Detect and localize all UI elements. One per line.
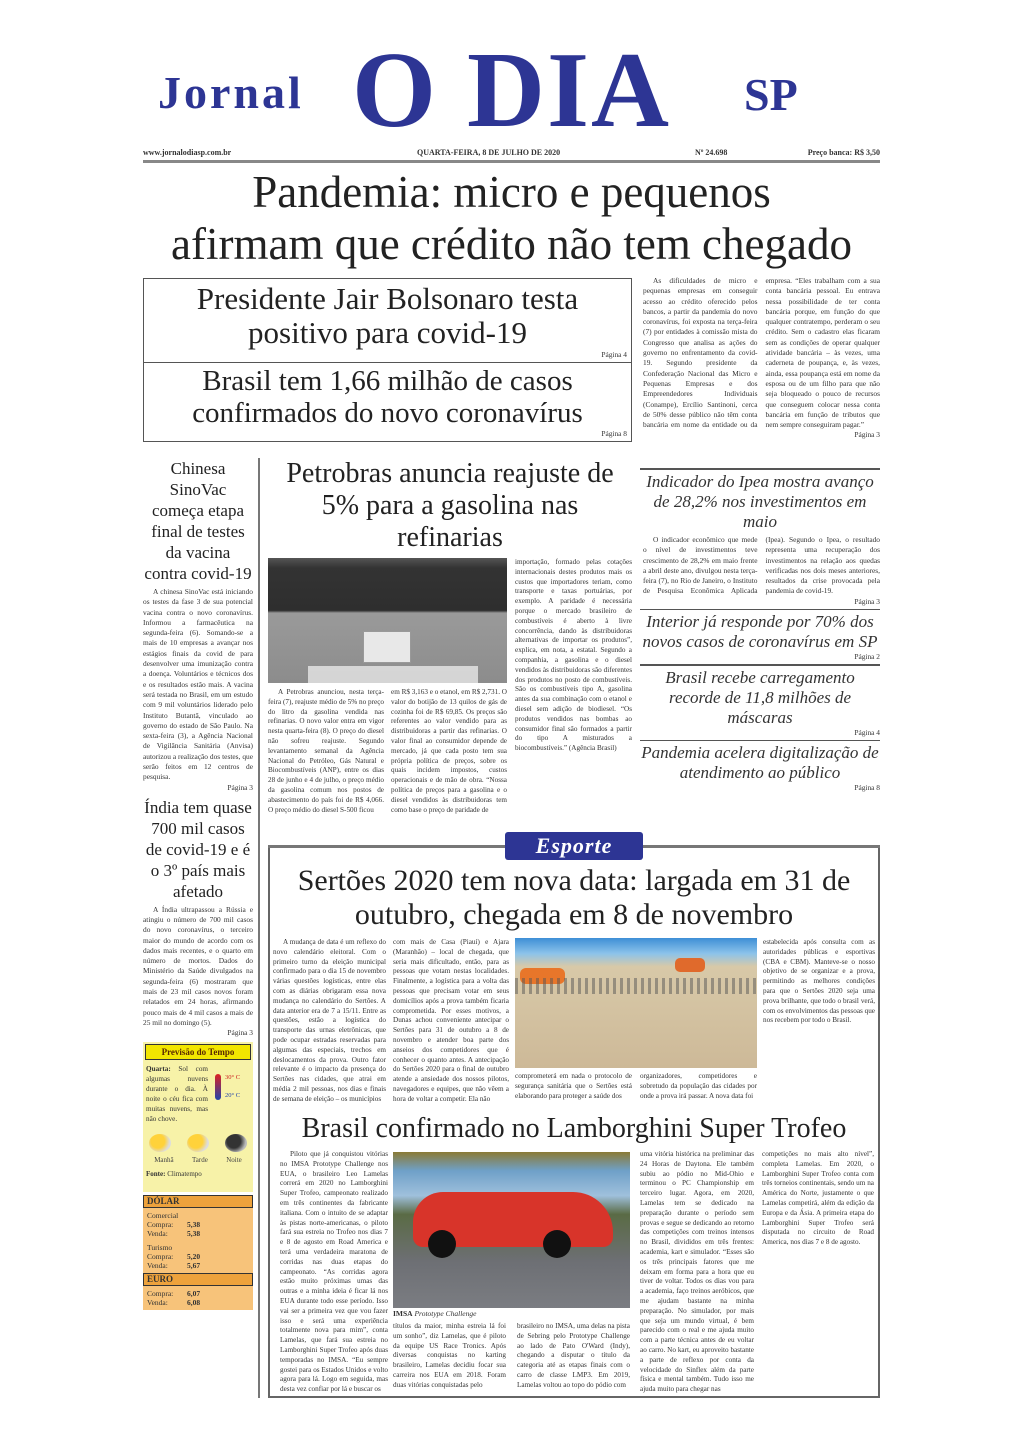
sertoes-body-col2: com mais de Casa (Piauí) e Ajara (Maranhão) – local de chegada, que seria mais dificultado, então, para as pessoas que votam nestas localidades. Finalmente, a logística para a volta das pessoas que precisam votar em seus domicílios após a prova também ficaria comprometida. Por esses motivos, a Dunas achou conveniente antecipar o Sertões para 31 de outubro a 8 de novembro e atender boa parte dos anseios dos competidores que é conhecer o quanto antes. A antecipação do Sertões 2020 para o final de outubro atende a ansiedade dos nossos pilotos, navegadores e equipes, que não vêem a hora de voltar a competir. Ela não (393, 938, 509, 1103)
caption-italic: Prototype Challenge (414, 1309, 477, 1318)
masthead-divider (143, 160, 880, 163)
top-box (143, 278, 632, 442)
temp-max: 30° C (225, 1074, 241, 1082)
currency-box (143, 1195, 253, 1310)
lamborghini-body-col4: uma vitória histórica na preliminar das 24 Horas de Daytona. Ele também subiu ao pódio no Mid-Ohio e terminou o PC Championship em terceiro lugar. Agora, em 2020, Lamelas tem se dedicado na preparação durante o período sem provas e segue se dedicando ao retorno das competições com treinos intensos no Brasil, divididos em três frentes: academia, kart e simulador. “Esses são os três principais fatores que me deixam em forma para a hora que eu tiver de voltar. Todos os dias vou para a academia, faço treinos aeróbicos, que me ajudam bastante na minha preparação. No simulador, por mais que seja um mundo virtual, é bem parecido com o real e me ajuda muito com a parte técnica antes de eu voltar ao carro. No kart, eu aproveito bastante a parte de reflexo por conta da velocidade do Sinflex além da parte física e mental também. Tudo isso me ajuda muito para chegar nas (640, 1150, 754, 1394)
petrobras-body: A Petrobras anunciou, nesta terça-feira (7), reajuste médio de 5% no preço do litro da gasolina vendida nas refinarias. O novo valor entra em vigor nesta quarta-feira (8). O preço do diesel não sofreu reajuste. Segundo levantamento semanal da Agência Nacional do Petróleo, Gás Natural e Biocombustíveis (ANP), entre os dias 28 de junho e 4 de julho, o preço médio da gasolina comum nos postos de abastecimento do país foi de R$ 4,066. O preço médio do diesel S-500 ficou (268, 688, 384, 814)
credito-body: As dificuldades de micro e pequenas empresas em conseguir acesso ao crédito oferecido pelos bancos, a partir da pandemia do novo coronavírus, foi exposta na terça-feira (7) por entidades à comissão mista do Congresso que analisa as ações do governo no enfrentamento da covid-19. Segundo presidente da Confederação Nacional das Micro e Pequenas Empresas e dos Empreendedores Individuais (Conampe), Ercílio Santinoni, cerca de 50% desse público não têm conta bancária em nome da entidade ou da empresa. “Eles trabalham com a sua conta bancária pessoal. Eu entrava nessa possibilidade de ter conta bancária porque, em função do que qualquer contratempo, perderam o seu crédito. Sem o cadastro elas ficaram sem as condições de operar qualquer atividade bancária – às vezes, uma caderneta de poupança, e, às vezes, ainda, essa poupança está em nome da esposa ou de um filho para que não seja bloqueado o pouco de recursos que conseguem colocar nessa conta bancária em função de tributos que nem sempre conseguiram pagar.” (643, 276, 880, 430)
lamborghini-headline[interactable]: Brasil confirmado no Lamborghini Super Trofeo (301, 1113, 847, 1144)
lamborghini-body-col2: títulos da maior, minha estreia lá foi um sonho”, diz Lamelas, que é piloto da equipe US Race Tronics. Após diversas conquistas no karting brasileiro, Lamelas decidiu focar sua carreira nos EUA em 2018. Foram duas vitórias conquistadas pelo (393, 1322, 506, 1389)
india-article (143, 905, 253, 1039)
masthead-suffix: SP (744, 69, 798, 120)
period-afternoon: Tarde (192, 1156, 208, 1165)
page-ref: Página 3 (854, 430, 880, 440)
buy-label: Compra: (147, 1220, 174, 1230)
weather-source: Climatempo (167, 1170, 202, 1179)
page-ref: Página 2 (854, 652, 880, 662)
bolsonaro-headline: Presidente Jair Bolsonaro testa positivo para covid-19 (196, 281, 579, 350)
sertoes-body-col5: estabelecida após consulta com as autoridades públicas e esportivas (CBA e CBM). Manteve-se o nosso objetivo de se organizar e a prova, permitindo as melhores condições para que o Sertões 2020 seja uma prova brilhante, que todo o brasil verá, com os envolvimentos das pessoas que nos recebem por todo o Brasil. (763, 938, 875, 1025)
right-column (640, 472, 880, 793)
sell-label: Venda: (147, 1261, 168, 1271)
india-body: A Índia ultrapassou a Rússia e atingiu o número de 700 mil casos do novo coronavírus, o terceiro maior do mundo de acordo com os dados mais recentes, e o quarto em número de mortos. Dados do Ministério da Saúde divulgados na segunda-feira (6) mostraram que mais de 23 mil casos novos foram relatados em 24 horas, afirmando pouco mais de 4 mil casos a mais de 25 mil no domingo (5). (143, 904, 253, 1027)
photo-caption (393, 1309, 476, 1319)
euro-title: EURO (143, 1273, 253, 1286)
page-ref: Página 3 (227, 782, 253, 792)
sertoes-body: A mudança de data é um reflexo do novo calendário eleitoral. Com o primeiro turno da eleição municipal confirmado para o dia 15 de novembro várias questões logísticas, entre elas com as diárias obrigaram essa nova mudança no calendário do Sertões. A data anterior era de 7 a 15/11. Entre as questões, estão a logística do transporte das urnas eletrônicas, que pode ocupar estradas reservadas para algumas das especiais, trechos em deslocamentos da prova. Outro fator relevante é o impacto da presença do Sertões nas cidades, que atrai em média 2 mil pessoas, nos dias e finais de semana de eleição – os municípios (273, 938, 386, 1103)
page-ref: Página 4 (854, 727, 880, 737)
sell-label: Venda: (147, 1298, 168, 1308)
interior-headline: Interior já responde por 70% dos novos casos de coronavírus em SP (642, 612, 878, 652)
casos-story[interactable] (144, 363, 631, 441)
dolar-turismo-label: Turismo (147, 1243, 173, 1253)
petrobras-photo (268, 558, 507, 683)
sertoes-photo (515, 938, 757, 1068)
date: QUARTA-FEIRA, 8 DE JULHO DE 2020 (417, 148, 561, 157)
page-ref: Página 8 (854, 783, 880, 793)
euro-buy: 6,07 (187, 1289, 201, 1299)
petrobras-headline[interactable]: Petrobras anuncia reajuste de 5% para a gasolina nas refinarias (286, 458, 614, 553)
lamborghini-body: Piloto que já conquistou vitórias no IMSA Prototype Challenge nos EUA, o brasileiro Leo Lamelas correrá em 2020 no Lamborghini Super Trofeo, campeonato realizado em três continentes da fabricante italiana. Com o intuito de se adaptar às pistas norte-americanas, o piloto fará sua estreia no Trofeo nos dias 7 e 8 de agosto em Road America e terá uma verdadeira maratona de corridas nas duas etapas do campeonato. “As corridas agora estão muito próximas umas das outras e a minha ideia é ficar lá nos EUA durante todo esse período. Isso vai ser a primeira vez que vou fazer isso e será uma experiência totalmente nova para mim”, conta Lamelas, que fará sua estreia no Lamborghini Super Trofeo após duas temporadas no IMSA. “Eu sempre gostei para os Estados Unidos e volto agora para lá. Logo em seguida, mas desta vez confiar por lá e buscar os (280, 1150, 388, 1394)
sun-cloud-icon (187, 1134, 209, 1152)
digitalizacao-story[interactable] (640, 743, 880, 793)
dolar-comercial-label: Comercial (147, 1211, 179, 1221)
source-label: Fonte: (146, 1170, 166, 1179)
sertoes-body-col4: organizadores, competidores e sobretudo da população das cidades por onde a prova irá passar. A nova data foi (640, 1072, 757, 1100)
lamborghini-body-col3: brasileiro no IMSA, uma delas na pista de Sebring pelo Prototype Challenge ao lado de Pato O'Ward (Indy), chegando a disputar o título da categoria até as etapas finais com o carro de classe LMP3. Em 2019, Lamelas voltou ao topo do pódio com (517, 1322, 630, 1389)
page-ref: Página 8 (601, 429, 627, 438)
main-headline-line1: Pandemia: micro e pequenos (252, 167, 771, 217)
weather-day: Quarta: (146, 1065, 171, 1074)
divider (640, 468, 880, 470)
website-link[interactable]: www.jornalodiasp.com.br (143, 148, 232, 157)
mascaras-story[interactable] (640, 668, 880, 738)
buy-label: Compra: (147, 1252, 174, 1262)
sell-label: Venda: (147, 1229, 168, 1239)
petrobras-body-col3: importação, formado pelas cotações internacionais destes produtos mais os custos que importadores teriam, como transporte e taxas portuárias, por exemplo. A paridade é necessária porque o mercado brasileiro de combustíveis é aberto à livre concorrência, dando às distribuidoras alternativas de importar os produtos”, explica, em nota, a estatal. Segundo a companhia, a gasolina e o diesel vendidos às distribuidoras são diferentes dos produtos no posto de combustíveis. São os combustíveis tipo A, gasolina antes da sua combinação com o etanol e diesel sem adição de biodiesel. “Os produtos vendidos nas bombas ao consumidor final são formados a partir do tipo A misturados a biocombustíveis.” (Agência Brasil) (515, 558, 632, 753)
page-ref: Página 3 (227, 1028, 253, 1038)
weather-title: Previsão do Tempo (145, 1044, 251, 1060)
page-ref: Página 3 (854, 596, 880, 606)
period-morning: Manhã (154, 1156, 174, 1165)
dolar-comercial-sell: 5,38 (187, 1229, 201, 1239)
buy-label: Compra: (147, 1289, 174, 1299)
divider (640, 609, 880, 611)
thermometer-icon (215, 1074, 221, 1100)
ipea-headline[interactable]: Indicador do Ipea mostra avanço de 28,2% nos investimentos em maio (646, 472, 874, 531)
petrobras-body-col2: em R$ 3,163 e o etanol, em R$ 2,731. O valor do botijão de 13 quilos de gás de cozinha foi de R$ 69,85. Os preços são referentes ao valor vendido para as distribuidoras a partir das refinarias. O valor final ao consumidor depende de mercado, já que cada posto tem sua própria política de preços, sobre os quais incidem impostos, custos operacionais e de mão de obra. “Nossa política de preços para a gasolina e o diesel vendidos às distribuidoras tem como base o preço de paridade de (391, 688, 507, 814)
dolar-turismo-sell: 5,67 (187, 1261, 201, 1271)
casos-headline: Brasil tem 1,66 milhão de casos confirmados do novo coronavírus (192, 365, 583, 429)
bolsonaro-story[interactable] (144, 279, 631, 363)
edition-number: Nº 24.698 (695, 148, 728, 157)
mascaras-headline: Brasil recebe carregamento recorde de 11,8 milhões de máscaras (665, 667, 855, 727)
temp-min: 20° C (225, 1092, 241, 1100)
sertoes-headline[interactable]: Sertões 2020 tem nova data: largada em 31 de outubro, chegada em 8 de novembro (297, 864, 851, 931)
info-bar (143, 148, 880, 160)
euro-sell: 6,08 (187, 1298, 201, 1308)
main-headline-line2: afirmam que crédito não tem chegado (171, 219, 852, 269)
period-night: Noite (226, 1156, 242, 1165)
price: Preço banca: R$ 3,50 (807, 148, 880, 157)
divider (640, 740, 880, 742)
main-headline[interactable] (133, 166, 890, 270)
weather-box (143, 1042, 253, 1192)
interior-story[interactable] (640, 612, 880, 662)
moon-cloud-icon (225, 1134, 247, 1152)
credito-article (643, 276, 880, 440)
ipea-body: O indicador econômico que mede o nível de investimentos teve crescimento de 28,2% em maio frente a abril deste ano, divulgou nesta terça-feira (7), no Rio de Janeiro, o Instituto de Pesquisa Econômica Aplicada (Ipea). Segundo o Ipea, o resultado representa uma recuperação dos investimentos na relação aos quedas verificadas nos dois meses anteriores, resultados da crise provocada pela pandemia de covid-19. (643, 535, 880, 596)
masthead-prefix: Jornal (158, 67, 304, 118)
left-column (143, 458, 253, 1310)
divider (640, 664, 880, 666)
lamborghini-body-col5: competições no mais alto nível”, completa Lamelas. Em 2020, o Lamborghini Super Trofeo conta com três torneios continentais, sendo um na América do Norte, justamente o que Lamelas competirá, além da edição da Europa e da Ásia. A primeira etapa do Lamborghini Super Trofeo será disputada no circuito de Road America, nos dias 7 e 8 de agosto. (762, 1150, 874, 1247)
sinovac-article (143, 587, 253, 793)
column-divider (258, 458, 260, 1398)
dolar-title: DÓLAR (143, 1195, 253, 1208)
sun-cloud-icon (149, 1134, 171, 1152)
masthead-logo: O DIA (352, 31, 672, 150)
dolar-turismo-buy: 5,20 (187, 1252, 201, 1262)
race-car-photo (393, 1152, 630, 1308)
india-headline[interactable]: Índia tem quase 700 mil casos de covid-19 e é o 3º país mais afetado (144, 797, 252, 901)
digitalizacao-headline: Pandemia acelera digitalização de atendimento ao público (641, 743, 879, 783)
ipea-article (640, 535, 880, 607)
sinovac-headline[interactable]: Chinesa SinoVac começa etapa final de testes da vacina contra covid-19 (144, 459, 252, 583)
weather-forecast: Sol com algumas nuvens durante o dia. À noite o céu fica com muitas nuvens, mas não chove. (146, 1065, 209, 1124)
sertoes-body-col3: comprometerá em nada o protocolo de segurança sanitária que o Sertões está elaborando para proteger a saúde dos (515, 1072, 632, 1100)
page-ref: Página 4 (601, 350, 627, 359)
caption-bold: IMSA (393, 1309, 413, 1318)
sinovac-body: A chinesa SinoVac está iniciando os testes da fase 3 de sua potencial vacina contra o novo coronavírus. Informou a farmacêutica na segunda-feira (6). Somando-se a mais de 10 empresas a avançar nos estágios finais da covid de para desenvolver uma imunização contra a doença. Voluntários e técnicos dos e os resultados estão mais. A vacina será testada no Brasil, em um estudo com 9 mil voluntários liderado pelo Instituto Butantã, vinculado ao governo do estado de São Paulo. Na sexta-feira (3), a Agência Nacional de Vigilância Sanitária (Anvisa) autorizou a realização dos testes, que serão feitos em 12 centros de pesquisa. (143, 587, 253, 782)
dolar-comercial-buy: 5,38 (187, 1220, 201, 1230)
esporte-section-tag[interactable]: Esporte (505, 832, 643, 860)
